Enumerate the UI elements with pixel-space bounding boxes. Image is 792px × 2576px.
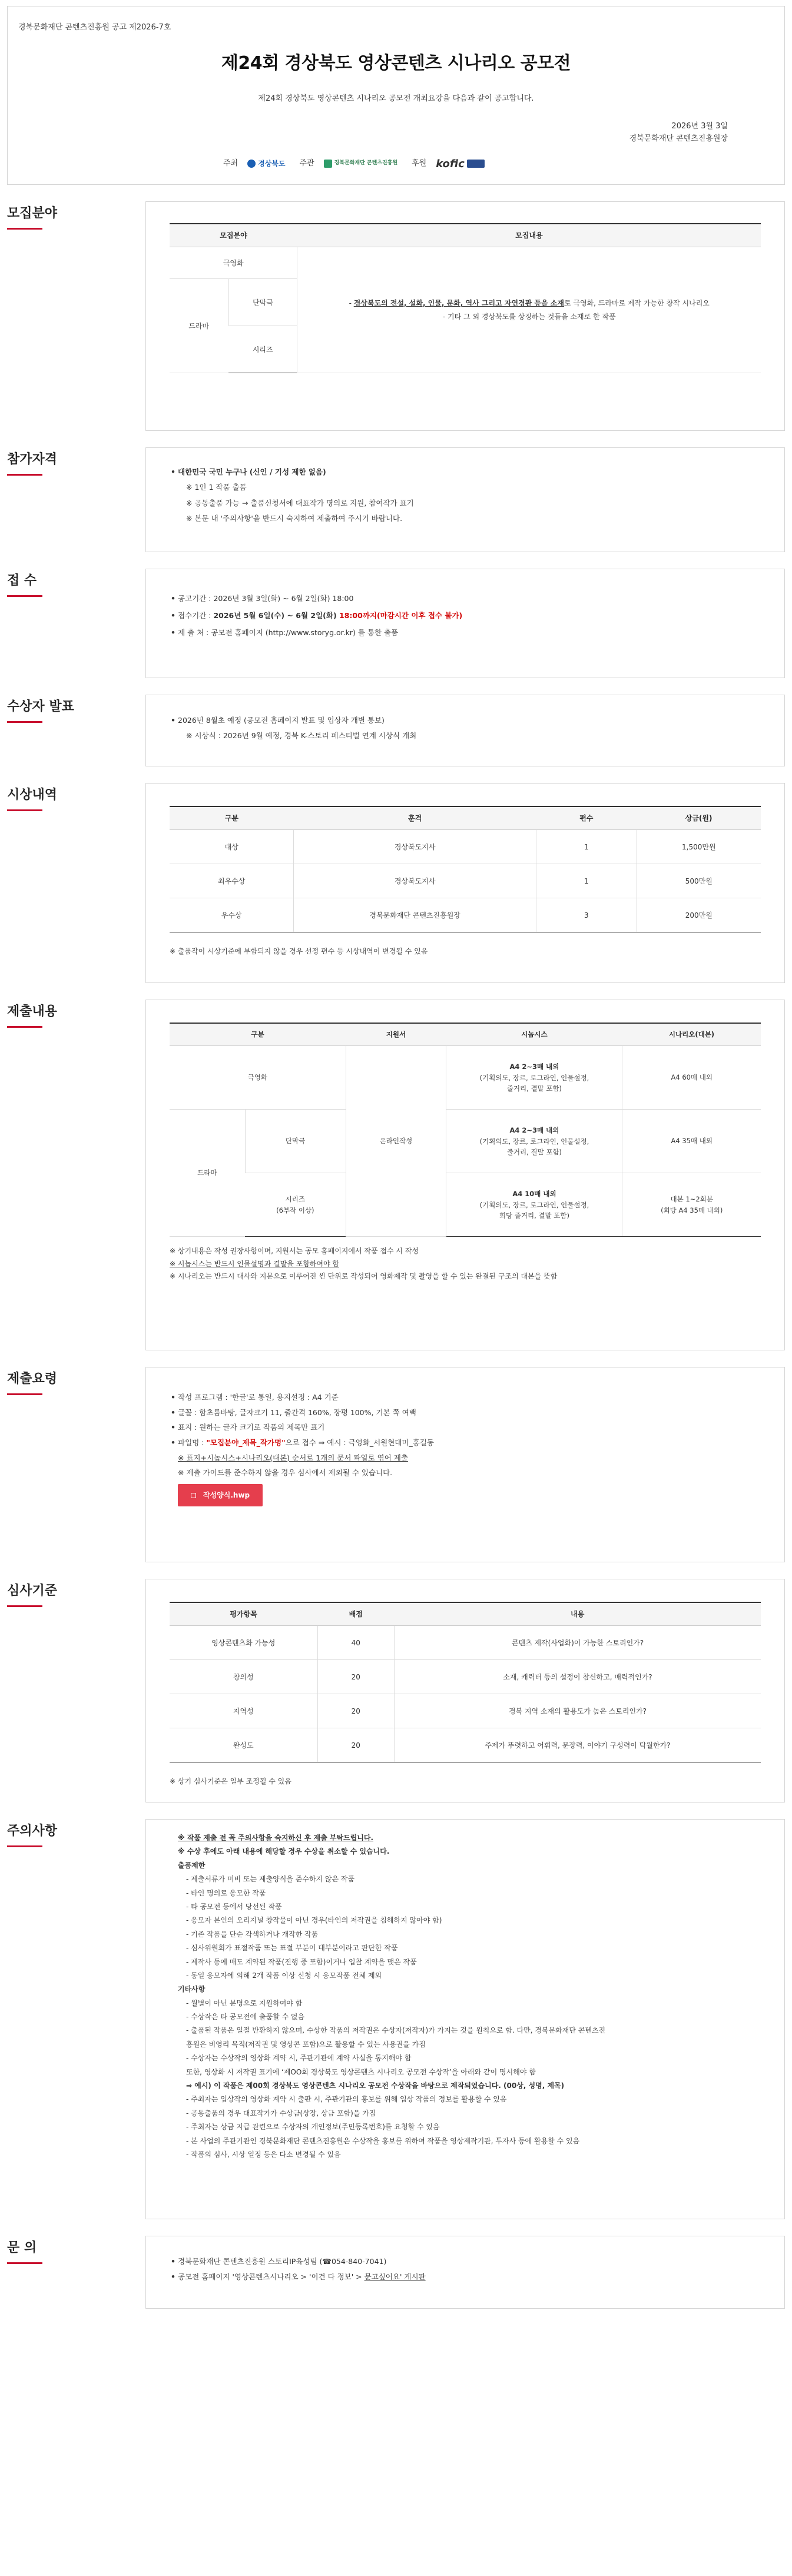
section-eligibility: 참가자격 • 대한민국 국민 누구나 (신인 / 기성 제한 없음) ※ 1인 1 작품 출품 ※ 공동출품 가능 → 출품신청서에 대표작가 명의로 지원, 참여작가 표기 ※ 본문 내 '주의사항'을 반드시 숙지하여 제출하여 주시기 바랍니다. xyxy=(7,447,785,552)
kofic-logo: kofic xyxy=(436,156,485,172)
download-template-button[interactable]: 작성양식.hwp xyxy=(178,1484,263,1506)
sponsor-bar xyxy=(223,156,774,172)
table-row: 우수상 경북문화재단 콘텐츠진흥원장 3 200만원 xyxy=(170,898,761,932)
section-contact: 문 의 • 경북문화재단 콘텐츠진흥원 스토리IP육성팀 (☎054-840-7041) • 공모전 홈페이지 '영상콘텐츠시나리오 > '이건 다 정보' > 문고싶어요' 게시판 xyxy=(7,2236,785,2309)
board-link[interactable]: 문고싶어요' 게시판 xyxy=(364,2272,426,2282)
section-awards: 시상내역 구분 훈격 편수 상금(원) 대상 경상북도지사 1 1,500만원 최우수상 경상북도지사 1 500만원 우수상 경북문화재단 콘텐츠진흥원장 3 200만원 ※ 출품작이 시상기준에 부합되지 않을 경우 선정 편수 등 시상내역이 변경될 수 있음 xyxy=(7,783,785,983)
section-submission: 접 수 • 공고기간 : 2026년 3월 3일(화) ~ 6월 2일(화) 18:00 • 접수기간 : 2026년 5월 6일(수) ~ 6월 2일(화) 18:00까지(마감시간 이후 접수 불가) • 제 출 처 : 공모전 홈페이지 (http://www.storyg.or.kr) 를 통한 출품 xyxy=(7,569,785,678)
criteria-table: 평가항목 배점 내용 영상콘텐츠화 가능성 40 콘텐츠 제작(사업화)이 가능한 스토리인가? 창의성 20 소재, 캐릭터 등의 설정이 참신하고, 매력적인가? 지역성 20 경북 지역 소재의 활용도가 높은 스토리인가? 완성도 20 주제가 뚜렷하고 어휘력, 문장력, 이야기 구성력이 탁월한가? xyxy=(170,1602,761,1762)
notice-number: 경북문화재단 콘텐츠진흥원 공고 제2026-7호 xyxy=(18,23,171,32)
gcf-logo: 경북문화재단 콘텐츠진흥원 xyxy=(324,160,397,168)
contents-table: 구분 지원서 시놉시스 시나리오(대본) 극영화 온라인작성 A4 2~3매 내외 (기획의도, 장르, 로그라인, 인물설정, 줄거리, 결말 포함) A4 60매 내외 드라마 단막극 A4 2~3매 내외 (기획의도, 장르, 로그라인, 인물설정, 줄거리, 결말 포함) A4 35매 내외 시리즈 (6부작 이상) A4 10매 내외 (기획의도, 장르, 로그라인, 인물설정, 회당 줄거리, 결말 포함) 대본 1~2회분 (회당 A4 35매 내외) xyxy=(170,1023,761,1237)
sponsor-label: 후원 xyxy=(412,159,427,168)
awards-table: 구분 훈격 편수 상금(원) 대상 경상북도지사 1 1,500만원 최우수상 경상북도지사 1 500만원 우수상 경북문화재단 콘텐츠진흥원장 3 200만원 xyxy=(170,806,761,932)
category-series: 시리즈 xyxy=(228,326,297,373)
table-row: 지역성 20 경북 지역 소재의 활용도가 높은 스토리인가? xyxy=(170,1694,761,1728)
category-table: 모집분야 모집내용 극영화 - 경상북도의 전설, 설화, 인물, 문화, 역사 그리고 자연경관 등을 소재로 극영화, 드라마로 제작 가능한 창작 시나리오 - 기타 그 외 경상북도를 상징하는 것들을 소재로 한 작품 드라마 단막극 시리즈 xyxy=(170,223,761,373)
table-row: 시리즈 (6부작 이상) A4 10매 내외 (기획의도, 장르, 로그라인, 인물설정, 회당 줄거리, 결말 포함) 대본 1~2회분 (회당 A4 35매 내외) xyxy=(170,1173,761,1237)
section-criteria: 심사기준 평가항목 배점 내용 영상콘텐츠화 가능성 40 콘텐츠 제작(사업화)이 가능한 스토리인가? 창의성 20 소재, 캐릭터 등의 설정이 참신하고, 매력적인가? 지역성 20 경북 지역 소재의 활용도가 높은 스토리인가? 완성도 20 주제가 뚜렷하고 어휘력, 문장력, 이야기 구성력이 탁월한가? ※ 상기 심사기준은 일부 조정될 수 있음 xyxy=(7,1579,785,1802)
table-row: 완성도 20 주제가 뚜렷하고 어휘력, 문장력, 이야기 구성력이 탁월한가? xyxy=(170,1728,761,1762)
category-content: - 경상북도의 전설, 설화, 인물, 문화, 역사 그리고 자연경관 등을 소재로 극영화, 드라마로 제작 가능한 창작 시나리오 - 기타 그 외 경상북도를 상징하는 것들을 소재로 한 작품 xyxy=(297,247,761,373)
host-label: 주최 xyxy=(223,159,238,168)
organizer-label: 주관 xyxy=(299,159,314,168)
table-row: 영상콘텐츠화 가능성 40 콘텐츠 제작(사업화)이 가능한 스토리인가? xyxy=(170,1626,761,1660)
section-title: 모집분야 xyxy=(7,206,58,221)
table-row: 창의성 20 소재, 캐릭터 등의 설정이 참신하고, 매력적인가? xyxy=(170,1660,761,1694)
lead-text: 제24회 경상북도 영상콘텐츠 시나리오 공모전 개최요강을 다음과 같이 공고합니다. xyxy=(258,94,534,103)
section-guidelines: 제출요령 • 작성 프로그램 : '한글'로 통일, 용지설정 : A4 기준 • 글꼴 : 함초롬바탕, 글자크기 11, 줄간격 160%, 장평 100%, 기본 쪽 여백 • 표지 : 원하는 글자 크기로 작품의 제목만 표기 • 파일명 : "모집분야_제목_작가명"으로 접수 ⇒ 예시 : 극영화_서원현대미_홍길동 ※ 표지+시놉시스+시나리오(대본) 순서로 1개의 문서 파일로 엮어 제출 ※ 제출 가이드를 준수하지 않을 경우 심사에서 제외될 수 있습니다. 작성양식.hwp xyxy=(7,1367,785,1562)
category-movie: 극영화 xyxy=(170,247,297,279)
section-cautions: 주의사항 ※ 작품 제출 전 꼭 주의사항을 숙지하신 후 제출 부탁드립니다. ※ 수상 후에도 아래 내용에 해당할 경우 수상을 취소할 수 있습니다. 출품제한 - 제출서류가 미비 또는 제출양식을 준수하지 않은 작품 - 타인 명의로 응모한 작품 - 타 공모전 등에서 당선된 작품 - 응모자 본인의 오리지널 창작물이 아닌 경우(타인의 저작권을 침해하지 않아야 함) - 기존 작품을 단순 각색하거나 개작한 작품 - 심사위원회가 표절작품 또는 표절 부분이 대부분이라고 판단한 작품 - 제작사 등에 매도 계약된 작품(진행 중 포함)이거나 입찰 계약을 맺은 작품 - 동일 응모자에 의해 2개 작품 이상 신청 시 응모작품 전체 제외 기타사항 - 월별이 아닌 분명으로 지원하여야 함 - 수상작은 타 공모전에 출품할 수 없음 - 출품된 작품은 일절 반환하지 않으며, 수상한 작품의 저작권은 수상자(저작자)가 가지는 것을 원칙으로 함. 다만, 경북문화재단 콘텐츠진 흥원은 비영리 목적(저작권 및 영상콘 포함)으로 활용할 수 있는 사용권을 가짐 - 수상자는 수상작의 영상화 계약 시, 주관기관에 계약 사실을 통지해야 함 또한, 영상화 시 저작권 표기에 ‘제OO회 경상북도 영상콘텐츠 시나리오 공모전 수상작’을 아래와 같이 명시해야 함 ⇒ 예시) 이 작품은 제00회 경상북도 영상콘텐츠 시나리오 공모전 수상작을 바탕으로 제작되었습니다. (00상, 성명, 제목) - 주최자는 입상작의 영상화 계약 시 출판 시, 주관기관의 홍보를 위해 입상 작품의 정보를 활용할 수 있음 - 공동출품의 경우 대표작가가 수상금(상장, 상금 포함)을 가짐 - 주최자는 상금 지급 관련으로 수상자의 개인정보(주민등록번호)를 요청할 수 있음 - 본 사업의 주관기관인 경북문화재단 콘텐츠진흥원은 수상작을 홍보를 위하여 작품을 영상제작기관, 투자사 등에 활용할 수 있음 - 작품의 심사, 시상 일정 등은 다소 변경될 수 있음 xyxy=(7,1819,785,2219)
table-row: 대상 경상북도지사 1 1,500만원 xyxy=(170,830,761,864)
announcement-header xyxy=(7,6,785,185)
table-row: 극영화 온라인작성 A4 2~3매 내외 (기획의도, 장르, 로그라인, 인물설정, 줄거리, 결말 포함) A4 60매 내외 xyxy=(170,1046,761,1110)
section-categories xyxy=(7,201,785,431)
table-row: 드라마 단막극 A4 2~3매 내외 (기획의도, 장르, 로그라인, 인물설정, 줄거리, 결말 포함) A4 35매 내외 xyxy=(170,1110,761,1173)
gyeongbuk-logo: 경상북도 xyxy=(247,158,285,169)
announce-date: 2026년 3월 3일 xyxy=(671,122,728,131)
category-single: 단막극 xyxy=(228,279,297,326)
page-title: 제24회 경상북도 영상콘텐츠 시나리오 공모전 xyxy=(221,52,571,74)
category-drama: 드라마 xyxy=(170,279,228,373)
file-icon xyxy=(191,1493,196,1498)
announce-org: 경북문화재단 콘텐츠진흥원장 xyxy=(629,134,728,143)
section-winners: 수상자 발표 • 2026년 8월초 예정 (공모전 홈페이지 발표 및 입상자 개별 통보) ※ 시상식 : 2026년 9월 예정, 경북 K-스토리 페스티벌 연계 시상식 개최 xyxy=(7,695,785,766)
signature xyxy=(18,121,774,145)
table-row: 최우수상 경상북도지사 1 500만원 xyxy=(170,864,761,898)
section-contents: 제출내용 구분 지원서 시놉시스 시나리오(대본) 극영화 온라인작성 A4 2~3매 내외 (기획의도, 장르, 로그라인, 인물설정, 줄거리, 결말 포함) A4 60매 내외 드라마 단막극 A4 2~3매 내외 (기획의도, 장르, 로그라인, 인물설정, 줄거리, 결말 포함) A4 35매 내외 시리즈 (6부작 이상) A4 10매 내외 (기획의도, 장르, 로그라인, 인물설정, 회당 줄거리, 결말 포함) 대본 1~2회분 (회당 A4 35매 내외) ※ 상기내용은 작성 권장사항이며, 지원서는 공모 홈페이지에서 작품 접수 시 작성 ※ 시놉시스는 반드시 인물설명과 결말을 포함하여야 함 ※ 시나리오는 반드시 대사와 지문으로 이루어진 씬 단위로 작성되어 영화제작 및 촬영을 할 수 있는 완결된 구조의 대본을 뜻함 xyxy=(7,1000,785,1350)
